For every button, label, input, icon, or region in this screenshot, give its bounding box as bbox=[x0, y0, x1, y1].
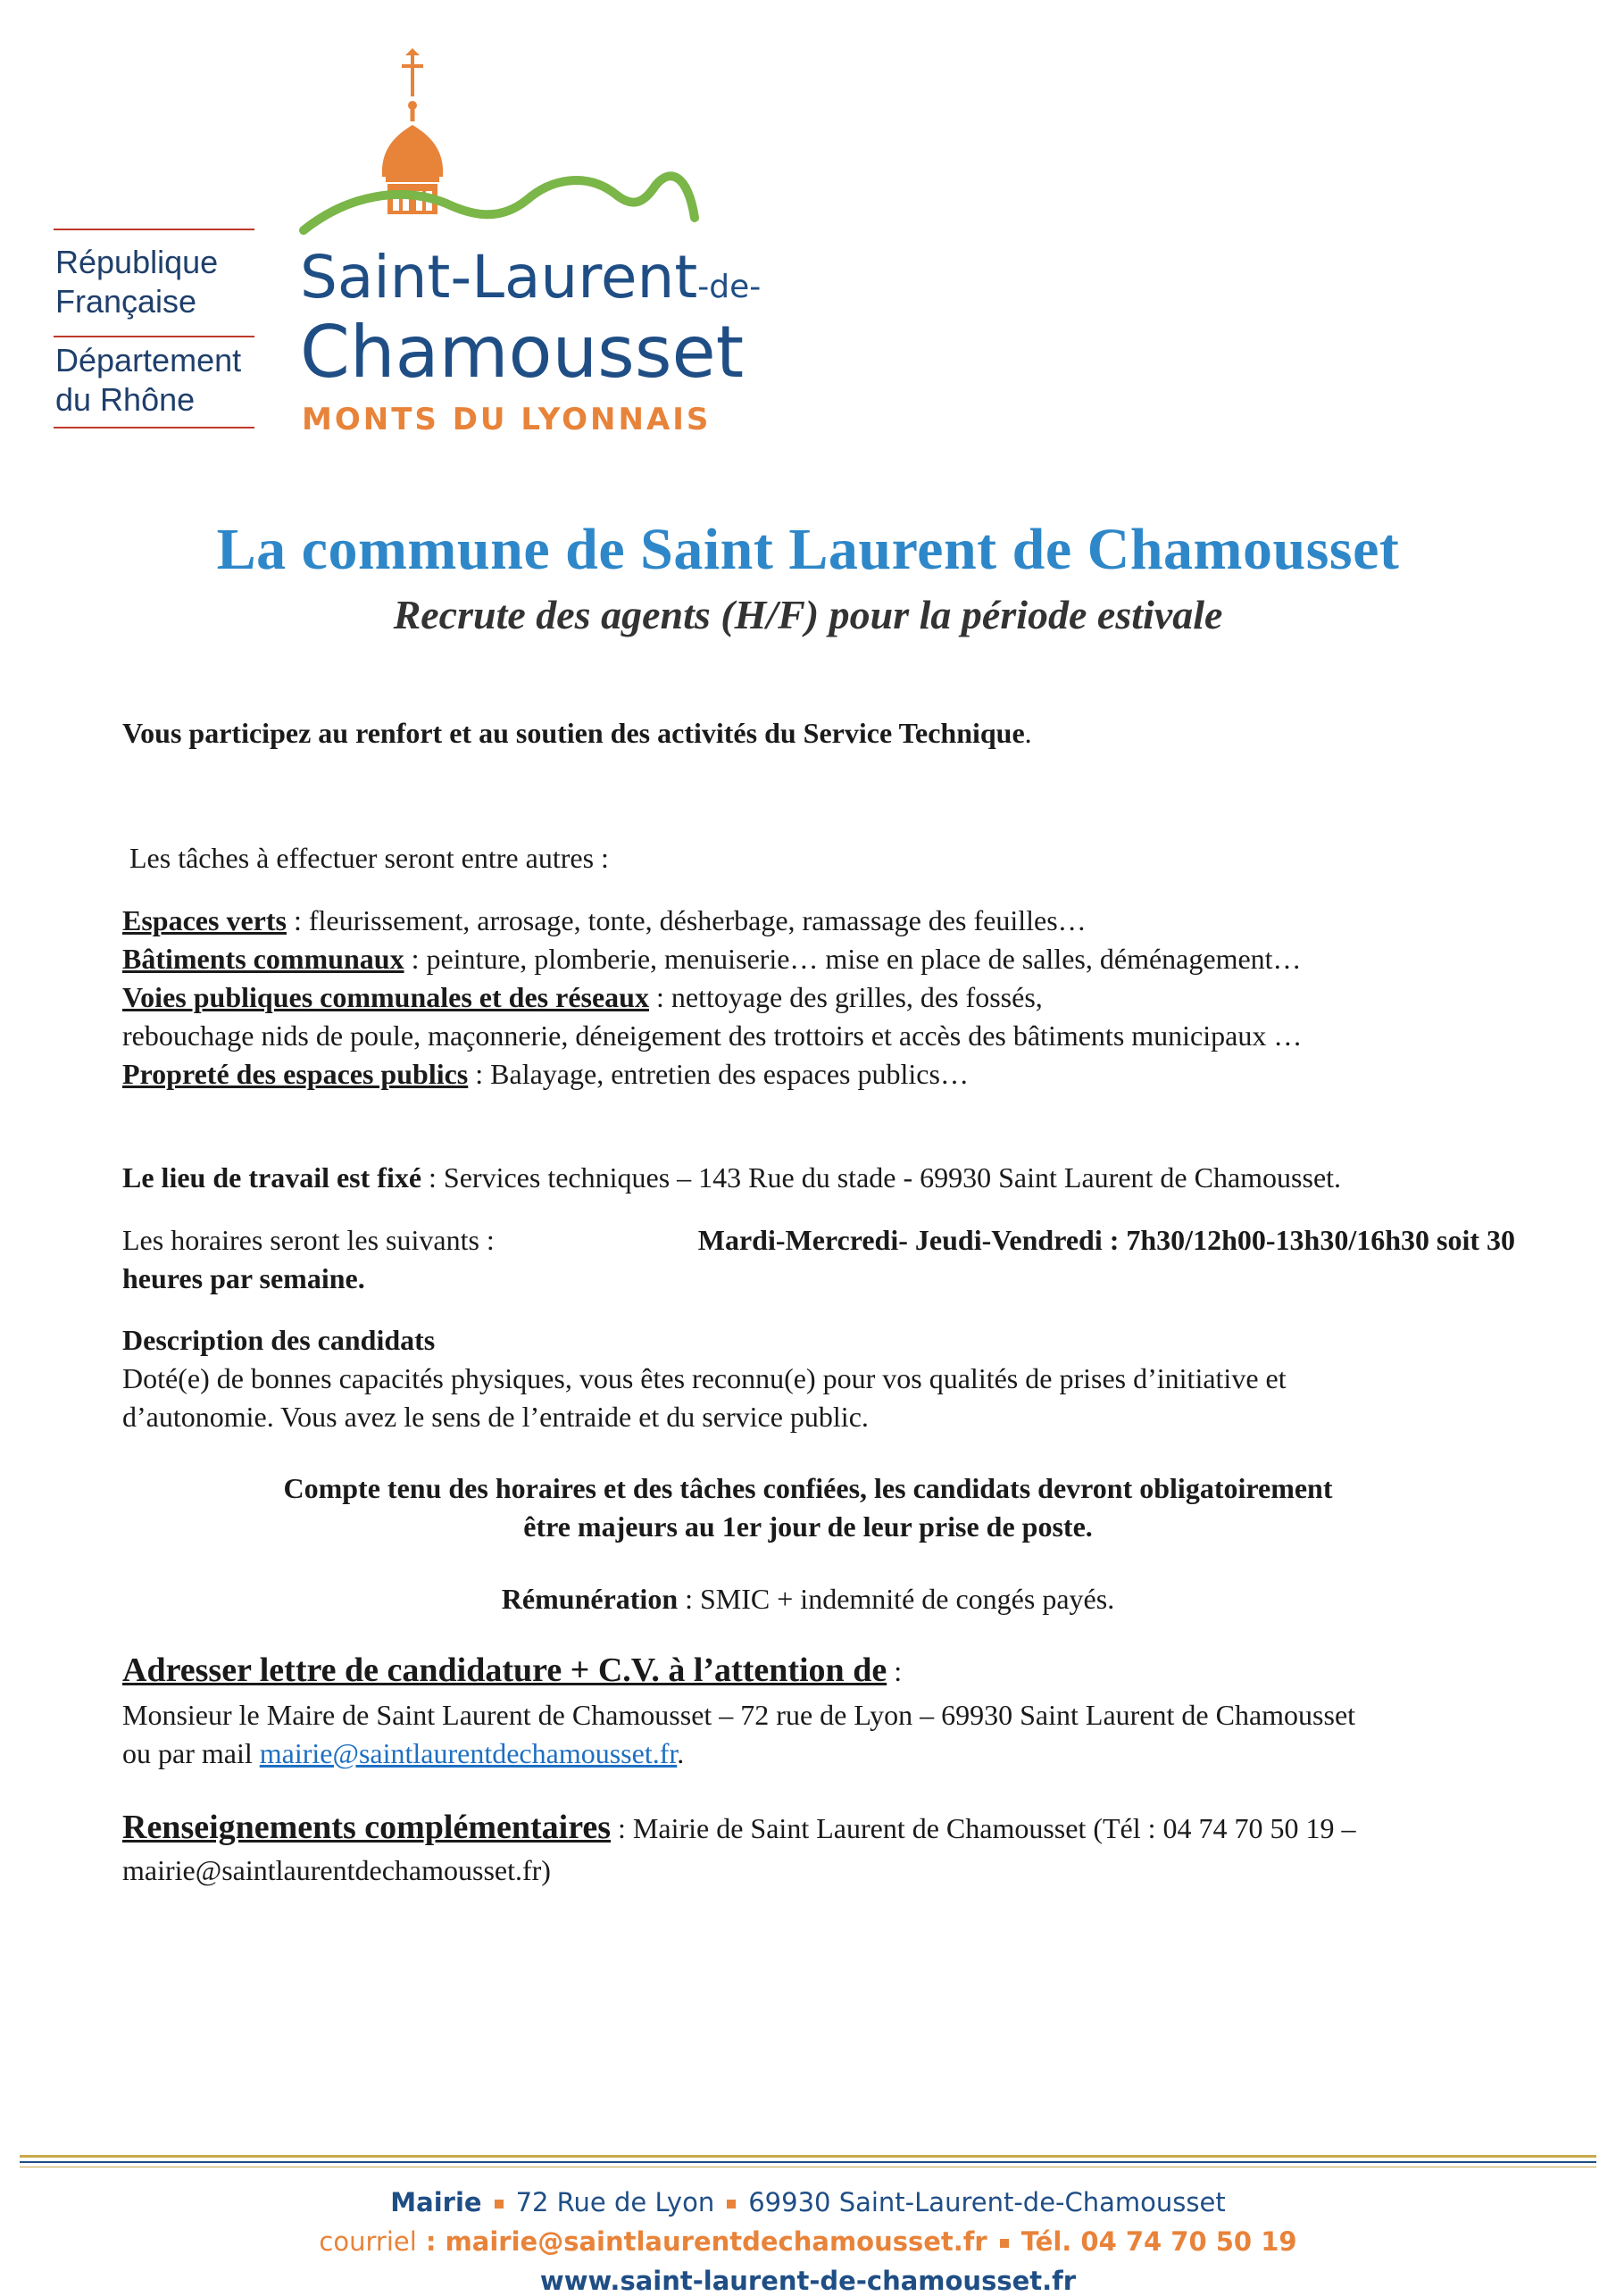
description-line1: Doté(e) de bonnes capacités physiques, vous êtes reconnu(e) pour vos qualités de prises d’initiative et bbox=[122, 1362, 1287, 1394]
footer-website[interactable]: www.saint-laurent-de-chamousset.fr bbox=[539, 2266, 1077, 2296]
task-voies-label: Voies publiques communales et des réseaux bbox=[122, 981, 649, 1013]
work-location bbox=[122, 1159, 1341, 1196]
departement-line2: du Rhône bbox=[55, 381, 196, 418]
footer-contact-line bbox=[0, 2226, 1616, 2257]
footer-tel: Tél. 04 74 70 50 19 bbox=[1020, 2226, 1297, 2257]
work-location-label: Le lieu de travail est fixé bbox=[122, 1161, 422, 1194]
work-location-text: : Services techniques – 143 Rue du stade - 69930 Saint Laurent de Chamousset. bbox=[421, 1161, 1342, 1194]
application-email-line bbox=[122, 1734, 684, 1772]
task-voies bbox=[122, 978, 1043, 1016]
logo-town-name-line1 bbox=[300, 243, 761, 312]
republique-line1: République bbox=[55, 244, 219, 280]
schedule-days: Mardi-Mercredi- Jeudi-Vendredi : 7h30/12h00-13h30/16h30 soit 30 bbox=[697, 1224, 1515, 1256]
remuneration-text: : SMIC + indemnité de congés payés. bbox=[678, 1583, 1115, 1615]
task-proprete bbox=[122, 1055, 969, 1093]
application-email-prefix: ou par mail bbox=[122, 1737, 260, 1769]
footer-rule-blue bbox=[20, 2161, 1596, 2163]
schedule-intro: Les horaires seront les suivants : bbox=[122, 1224, 495, 1256]
application-heading bbox=[122, 1651, 902, 1690]
age-notice-line2: être majeurs au 1er jour de leur prise de poste. bbox=[523, 1510, 1093, 1543]
application-heading-colon: : bbox=[887, 1655, 903, 1687]
footer-mairie: Mairie bbox=[390, 2187, 482, 2217]
description-heading: Description des candidats bbox=[122, 1324, 436, 1356]
application-address: Monsieur le Maire de Saint Laurent de Chamousset – 72 rue de Lyon – 69930 Saint Laurent de Chamousset bbox=[122, 1699, 1356, 1731]
departement-line1: Département bbox=[55, 342, 242, 379]
page-subtitle: Recrute des agents (H/F) pour la période estivale bbox=[393, 592, 1223, 637]
task-proprete-label: Propreté des espaces publics bbox=[122, 1058, 469, 1090]
info-line2: mairie@saintlaurentdechamousset.fr) bbox=[122, 1854, 551, 1886]
task-batiments bbox=[122, 940, 1302, 977]
departement-rhone bbox=[55, 341, 241, 420]
task-voies-text: : nettoyage des grilles, des fossés, bbox=[648, 981, 1043, 1013]
header-rule-top bbox=[54, 229, 254, 230]
application-email-period: . bbox=[677, 1737, 685, 1769]
town-logo-icon bbox=[295, 43, 705, 239]
remuneration-label: Rémunération bbox=[501, 1583, 679, 1615]
footer-bullet-icon bbox=[1000, 2239, 1009, 2248]
task-proprete-text: : Balayage, entretien des espaces publics… bbox=[468, 1058, 969, 1090]
info-line1 bbox=[122, 1809, 1356, 1847]
intro-text: Vous participez au renfort et au soutien des activités du Service Technique bbox=[122, 717, 1025, 749]
footer-bullet-icon bbox=[727, 2200, 736, 2209]
footer-bullet-icon bbox=[495, 2200, 504, 2209]
footer-city: 69930 Saint-Laurent-de-Chamousset bbox=[748, 2187, 1226, 2217]
logo-town-name-line2: Chamousset bbox=[300, 311, 745, 394]
logo-town-suffix: -de- bbox=[697, 269, 762, 305]
footer-address-line bbox=[0, 2187, 1616, 2217]
footer-street: 72 Rue de Lyon bbox=[515, 2187, 715, 2217]
logo-town-main: Saint-Laurent bbox=[300, 243, 698, 312]
remuneration bbox=[0, 1580, 1616, 1618]
intro-period: . bbox=[1024, 717, 1032, 749]
page-title: La commune de Saint Laurent de Chamousset bbox=[216, 517, 1400, 582]
task-batiments-text: : peinture, plomberie, menuiserie… mise en place de salles, déménagement… bbox=[404, 943, 1302, 975]
schedule-line1 bbox=[122, 1221, 1515, 1259]
application-email-link[interactable]: mairie@saintlaurentdechamousset.fr bbox=[259, 1737, 678, 1769]
description-line2: d’autonomie. Vous avez le sens de l’entraide et du service public. bbox=[122, 1401, 869, 1433]
task-espaces-label: Espaces verts bbox=[122, 904, 287, 936]
footer-courriel[interactable]: : mairie@saintlaurentdechamousset.fr bbox=[416, 2226, 987, 2257]
logo-tagline: MONTS DU LYONNAIS bbox=[302, 402, 712, 437]
footer-courriel-label: courriel bbox=[319, 2226, 417, 2257]
header-rule-middle bbox=[54, 336, 254, 337]
info-text: : Mairie de Saint Laurent de Chamousset (Tél : 04 74 70 50 19 – bbox=[611, 1812, 1356, 1844]
task-espaces-verts bbox=[122, 902, 1087, 939]
task-espaces-text: : fleurissement, arrosage, tonte, désherbage, ramassage des feuilles… bbox=[286, 904, 1087, 936]
header-rule-bottom bbox=[54, 427, 254, 428]
task-batiments-label: Bâtiments communaux bbox=[122, 943, 404, 975]
schedule-line2: heures par semaine. bbox=[122, 1262, 365, 1294]
info-heading: Renseignements complémentaires bbox=[122, 1809, 612, 1846]
tasks-intro: Les tâches à effectuer seront entre autres : bbox=[129, 842, 609, 874]
age-notice-line1: Compte tenu des horaires et des tâches confiées, les candidats devront obligatoirement bbox=[283, 1472, 1333, 1504]
intro-paragraph bbox=[122, 714, 1032, 752]
footer-rule-gold bbox=[20, 2155, 1596, 2158]
task-voies-continued: rebouchage nids de poule, maçonnerie, déneigement des trottoirs et accès des bâtiments municipaux … bbox=[122, 1019, 1303, 1052]
republique-line2: Française bbox=[55, 283, 197, 320]
republique-francaise bbox=[55, 243, 218, 321]
application-heading-text: Adresser lettre de candidature + C.V. à l’attention de bbox=[122, 1651, 887, 1689]
